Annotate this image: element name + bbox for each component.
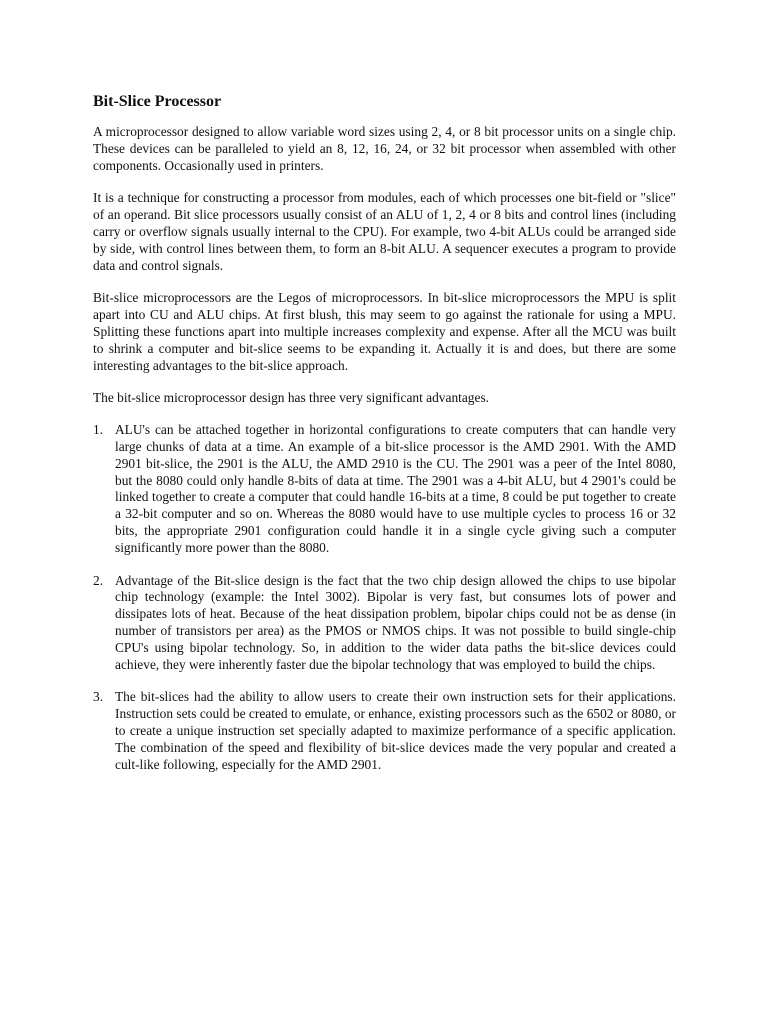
list-item-text: The bit-slices had the ability to allow users to create their own instruction sets for their applications. Instruction sets could be created to emulate, or enhance, existing processors such as the 6502 or 8080, or to create a unique instruction set specially adapted to maximize performance of a specific application. The combination of the speed and flexibility of bit-slice devices made the very popular and created a cult-like following, especially for the AMD 2901. [115,689,676,772]
list-item-number: 1. [93,422,104,438]
list-item-number: 2. [93,572,104,588]
list-item [93,422,676,556]
document-title: Bit-Slice Processor [93,93,222,110]
advantages-list [93,422,676,773]
list-item-number: 3. [93,689,104,705]
list-item-text: Advantage of the Bit-slice design is the fact that the two chip design allowed the chips to use bipolar chip technology (example: the Intel 3002). Bipolar is very fast, but consumes lots of power and dissipates lots of heat. Because of the heat dissipation problem, bipolar chips could not be as dense (in number of transistors per area) as the PMOS or NMOS chips. It was not possible to build single-chip CPU's using bipolar technology. So, in addition to the wider data paths the bit-slice devices could achieve, they were inherently faster due the bipolar technology that was employed to build the chips. [115,572,676,672]
list-item-text: ALU's can be attached together in horizontal configurations to create computers that can handle very large chunks of data at a time. An example of a bit-slice processor is the AMD 2901. With the AMD 2901 bit-slice, the 2901 is the ALU, the AMD 2910 is the CU. The 2901 was a peer of the Intel 8080, but the 8080 could only handle 8-bits of data at time. The 2901 was a 4-bit ALU, but 4 2901's could be linked together to create a computer that could handle 16-bits at a time, 8 could be put together to create a 32-bit computer and so on. Whereas the 8080 would have to use multiple cycles to process 16 or 32 bits, the appropriate 2901 configuration could handle it in a single cycle giving such a computer significantly more power than the 8080. [115,422,676,555]
paragraph-definition: A microprocessor designed to allow variable word sizes using 2, 4, or 8 bit processor units on a single chip. These devices can be paralleled to yield an 8, 12, 16, 24, or 32 bit processor when assembled with other components. Occasionally used in printers. [93,124,676,173]
document-page [93,92,676,789]
list-item [93,689,676,773]
paragraph-technique: It is a technique for constructing a processor from modules, each of which processes one bit-field or "slice" of an operand. Bit slice processors usually consist of an ALU of 1, 2, 4 or 8 bits and control lines (including carry or overflow signals usually internal to the CPU). For example, two 4-bit ALUs could be arranged side by side, with control lines between them, to form an 8-bit ALU. A sequencer executes a program to provide data and control signals. [93,190,676,273]
paragraph-advantages-intro: The bit-slice microprocessor design has three very significant advantages. [93,390,490,406]
paragraph-legos: Bit-slice microprocessors are the Legos of microprocessors. In bit-slice microprocessors the MPU is split apart into CU and ALU chips. At first blush, this may seem to go against the rationale for using a MPU. Splitting these functions apart into multiple increases complexity and expense. After all the MCU was built to shrink a computer and bit-slice seems to be expanding it. Actually it is and does, but there are some interesting advantages to the bit-slice approach. [93,290,676,373]
list-item [93,573,676,674]
